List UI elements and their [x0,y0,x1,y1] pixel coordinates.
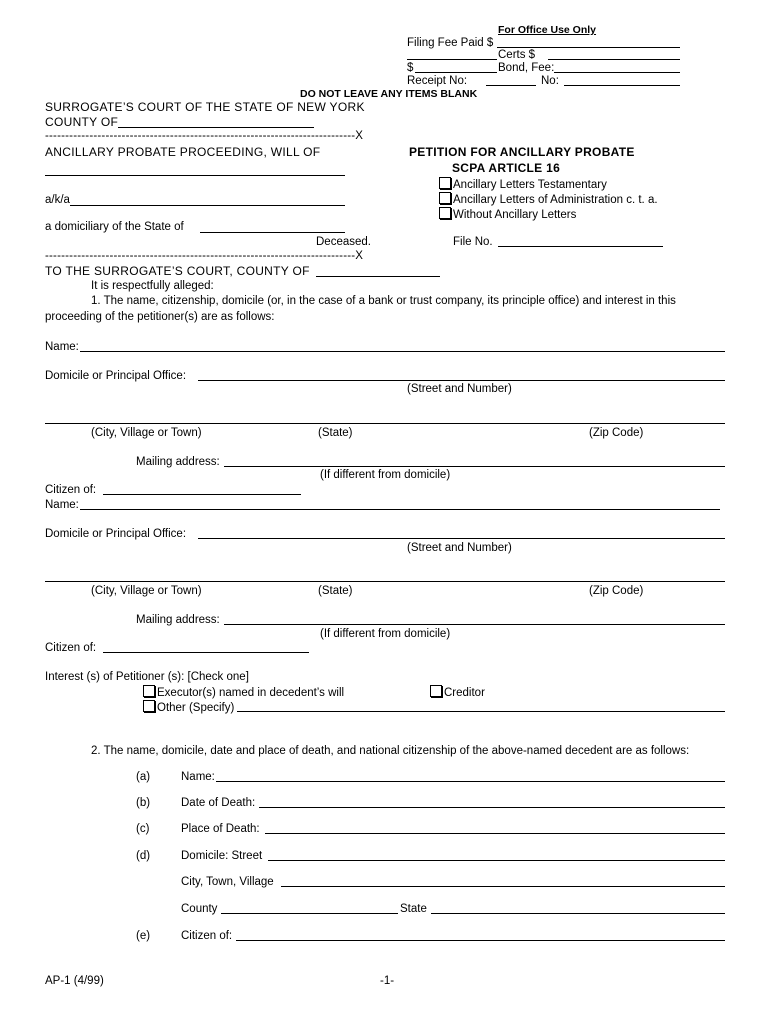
name-field-2[interactable] [80,509,720,510]
citizen-of-label: Citizen of: [181,930,233,942]
para2-text: 2. The name, domicile, date and place of death, and national citizenship of the above-named decedent are as follows: [91,745,690,757]
option-executor[interactable]: Executor(s) named in decedent’s will [143,685,344,700]
alleged-text: It is respectfully alleged: [91,280,214,292]
bond-fee-field[interactable] [554,72,680,73]
checkbox-icon[interactable] [439,177,451,189]
option-administration[interactable]: Ancillary Letters of Administration c. t. a. [439,192,658,207]
dollar-field[interactable] [415,72,497,73]
domiciliary-label: a domiciliary of the State of [45,221,184,233]
file-no-field[interactable] [498,246,663,247]
date-of-death-label: Date of Death: [181,797,256,809]
caption-separator: -----------------------------------------------------------------------------X [45,130,364,142]
para1-line1: 1. The name, citizenship, domicile (or, in the case of a bank or trust company, its principle office) and interest in this [91,295,676,307]
to-court-label: TO THE SURROGATE’S COURT, COUNTY OF [45,264,310,278]
citizen-label: Citizen of: [45,484,97,496]
zip-caption: (Zip Code) [589,427,644,439]
if-different-caption: (If different from domicile) [320,469,451,481]
name-label-2: Name: [45,499,79,511]
citizen-of-field[interactable] [236,940,725,941]
no-label: No: [541,75,559,87]
state-caption-2: (State) [318,585,353,597]
certs-count-field[interactable] [407,59,497,60]
county-field[interactable] [118,127,314,128]
decedent-name-label: Name: [181,771,215,783]
page-number: -1- [380,975,395,987]
citizen-label-2: Citizen of: [45,642,97,654]
city-state-zip-field[interactable] [45,423,725,424]
other-specify-field[interactable] [237,711,725,712]
office-use-heading: For Office Use Only [498,24,597,36]
option-other[interactable]: Other (Specify) [143,700,234,715]
checkbox-icon[interactable] [439,192,451,204]
street-number-caption: (Street and Number) [407,383,512,395]
checkbox-icon[interactable] [143,700,155,712]
domicile-label-2: Domicile or Principal Office: [45,528,187,540]
deceased-label: Deceased. [316,236,371,248]
county-field-2[interactable] [221,913,398,914]
para1-line2: proceeding of the petitioner(s) are as follows: [45,311,275,323]
receipt-field[interactable] [486,85,536,86]
option-creditor[interactable]: Creditor [430,685,485,700]
checkbox-icon[interactable] [439,207,451,219]
state-label: State [400,903,427,915]
certs-label: Certs $ [498,49,536,61]
caption-separator-2: -----------------------------------------------------------------------------X [45,250,364,262]
aka-label: a/k/a [45,194,70,206]
petition-article: SCPA ARTICLE 16 [452,161,561,175]
city-caption-2: (City, Village or Town) [91,585,202,597]
aka-field[interactable] [70,205,345,206]
dollar-label: $ [407,62,414,74]
item-e: (e) [136,930,151,942]
mailing-label-2: Mailing address: [136,614,220,626]
item-a: (a) [136,771,151,783]
domicile-field-2[interactable] [198,538,725,539]
citizen-field-2[interactable] [103,652,309,653]
item-c: (c) [136,823,150,835]
decedent-name-field[interactable] [45,175,345,176]
zip-caption-2: (Zip Code) [589,585,644,597]
state-field[interactable] [431,913,725,914]
domicile-street-field[interactable] [268,860,725,861]
bond-fee-label: Bond, Fee: [498,62,555,74]
domiciliary-state-field[interactable] [200,232,345,233]
checkbox-icon[interactable] [143,685,155,697]
checkbox-icon[interactable] [430,685,442,697]
mailing-field[interactable] [224,466,725,467]
form-number: AP-1 (4/99) [45,975,104,987]
state-caption: (State) [318,427,353,439]
street-number-caption-2: (Street and Number) [407,542,512,554]
to-court-county-field[interactable] [316,276,440,277]
no-field[interactable] [564,85,680,86]
if-different-caption-2: (If different from domicile) [320,628,451,640]
filing-fee-field[interactable] [497,47,680,48]
item-d: (d) [136,850,151,862]
proceeding-label: ANCILLARY PROBATE PROCEEDING, WILL OF [45,145,321,159]
county-label: COUNTY OF [45,115,119,129]
domicile-street-label: Domicile: Street [181,850,263,862]
city-caption: (City, Village or Town) [91,427,202,439]
name-field[interactable] [80,351,725,352]
place-of-death-field[interactable] [265,833,725,834]
filing-fee-label: Filing Fee Paid $ [407,37,494,49]
option-testamentary[interactable]: Ancillary Letters Testamentary [439,177,607,192]
place-of-death-label: Place of Death: [181,823,260,835]
domicile-field[interactable] [198,380,725,381]
domicile-label: Domicile or Principal Office: [45,370,187,382]
warning-text: DO NOT LEAVE ANY ITEMS BLANK [300,88,478,100]
option-without-letters[interactable]: Without Ancillary Letters [439,207,576,222]
file-no-label: File No. [453,236,493,248]
city-state-zip-field-2[interactable] [45,581,725,582]
mailing-label: Mailing address: [136,456,220,468]
mailing-field-2[interactable] [224,624,725,625]
citizen-field[interactable] [103,494,301,495]
decedent-name-input[interactable] [216,781,725,782]
name-label: Name: [45,341,79,353]
petition-title: PETITION FOR ANCILLARY PROBATE [409,145,635,159]
item-b: (b) [136,797,151,809]
certs-field[interactable] [548,59,680,60]
receipt-label: Receipt No: [407,75,468,87]
city-town-field[interactable] [281,886,725,887]
date-of-death-field[interactable] [259,807,725,808]
county-label-2: County [181,903,218,915]
city-town-label: City, Town, Village [181,876,274,888]
interest-label: Interest (s) of Petitioner (s): [Check one] [45,671,249,683]
court-name: SURROGATE’S COURT OF THE STATE OF NEW YORK [45,100,365,114]
